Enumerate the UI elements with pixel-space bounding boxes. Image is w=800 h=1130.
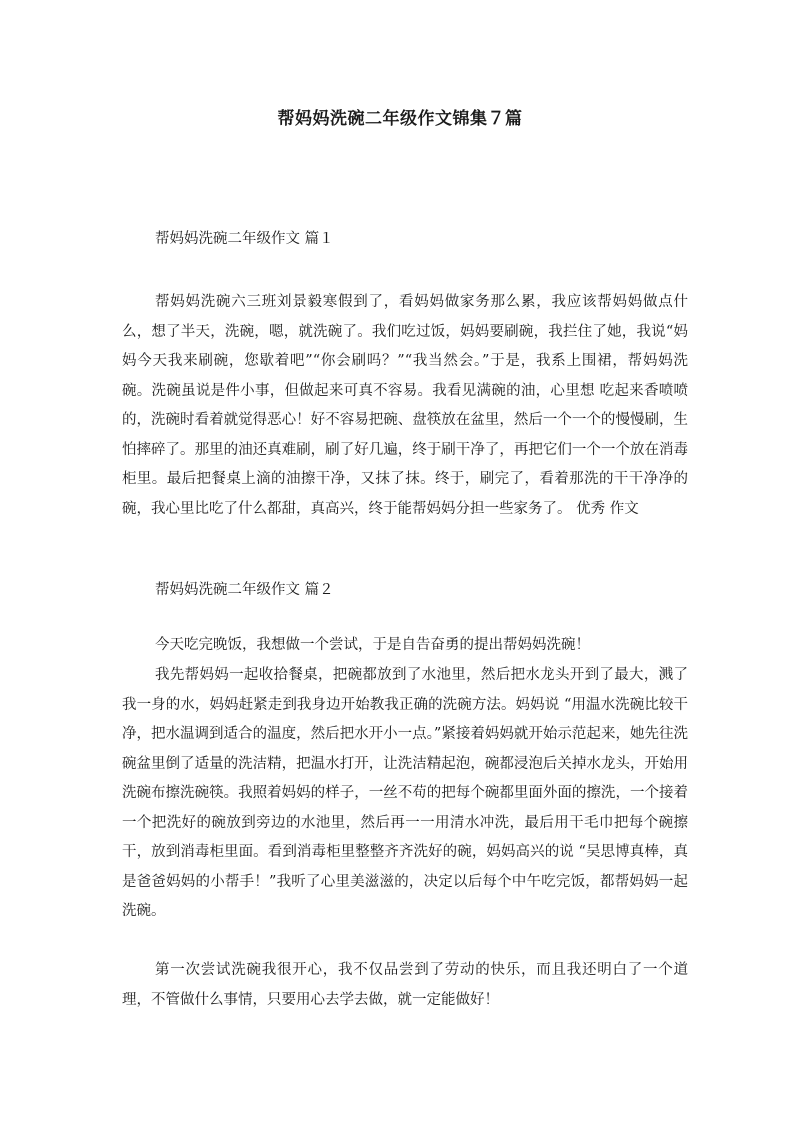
section-heading-2: 帮妈妈洗碗二年级作文 篇２ [155,582,334,598]
paragraph-2-1: 今天吃完晚饭，我想做一个尝试，于是自告奋勇的提出帮妈妈洗碗！ [155,637,590,653]
section-heading-1: 帮妈妈洗碗二年级作文 篇１ [155,231,334,247]
document-title: 帮妈妈洗碗二年级作文锦集７篇 [277,109,523,129]
paragraph-1-1: 帮妈妈洗碗六三班刘景毅寒假到了，看妈妈做家务那么累，我应该帮妈妈做点什么，想了半天，洗碗，嗯，就洗碗了。我们吃过饭，妈妈要刷碗，我拦住了她，我说“妈妈今天我来刷碗，您歇着吧”“你会刷吗？”“我当然会。”于是，我系上围裙，帮妈妈洗碗。洗碗虽说是件小事，但做起来可真不容易。我看见满碗的油，心里想 吃起来香喷喷的，洗碗时看着就觉得恶心！好不容易把碗、盘筷放在盆里，然后一个一个的慢慢刷，生怕摔碎了。那里的油还真难刷，刷了好几遍，终于刷干净了，再把它们一个一个放在消毒柜里。最后把餐桌上滴的油擦干净，又抹了抹。终于，刷完了，看着那洗的干干净净的碗，我心里比吃了什么都甜，真高兴，终于能帮妈妈分担一些家务了。 优秀 作文 [122,294,688,517]
paragraph-2-3: 第一次尝试洗碗我很开心，我不仅品尝到了劳动的快乐，而且我还明白了一个道理，不管做什么事情，只要用心去学去做，就一定能做好！ [122,962,688,1008]
paragraph-2-2: 我先帮妈妈一起收拾餐桌，把碗都放到了水池里，然后把水龙头开到了最大，溅了我一身的水，妈妈赶紧走到我身边开始教我正确的洗碗方法。妈妈说 “用温水洗碗比较干净，把水温调到适合的温度，然后把水开小一点。”紧接着妈妈就开始示范起来，她先往洗碗盆里倒了适量的洗洁精，把温水打开，让洗洁精起泡，碗都浸泡后关掉水龙头，开始用洗碗布擦洗碗筷。我照着妈妈的样子，一丝不苟的把每个碗都里面外面的擦洗，一个接着一个把洗好的碗放到旁边的水池里，然后再一一用清水冲洗，最后用干毛巾把每个碗擦干，放到消毒柜里面。看到消毒柜里整整齐齐洗好的碗，妈妈高兴的说 “吴思博真棒，真是爸爸妈妈的小帮手！”我听了心里美滋滋的，决定以后每个中午吃完饭，都帮妈妈一起洗碗。 [122,667,688,919]
